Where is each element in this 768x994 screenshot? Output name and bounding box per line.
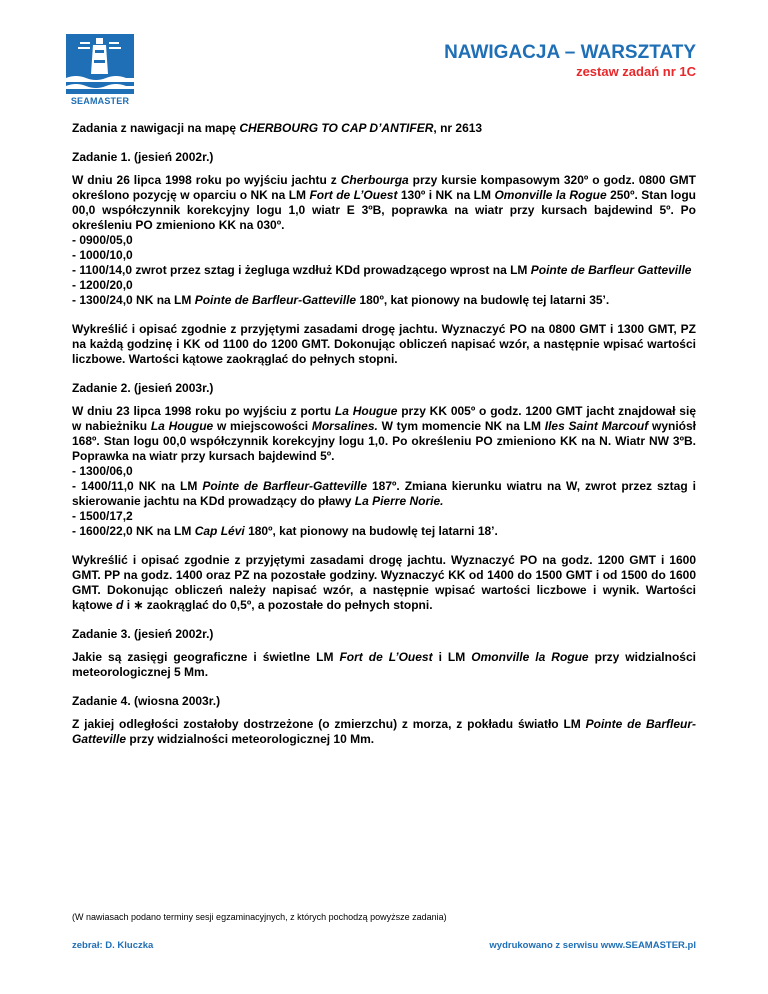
document-body	[72, 121, 696, 747]
list-item: - 1300/24,0 NK na LM Pointe de Barfleur-Gatteville 180º, kat pionowy na budowlę tej latarni 35’.	[72, 293, 610, 307]
list-item: - 1100/14,0 zwrot przez sztag i żegluga wzdłuż KDd prowadzącego wprost na LM Pointe de Barfleur Gatteville	[72, 263, 692, 277]
task1-log-list	[72, 233, 696, 308]
list-item: - 1200/20,0	[72, 278, 133, 292]
task1-title: Zadanie 1. (jesień 2002r.)	[72, 150, 214, 164]
task3-title: Zadanie 3. (jesień 2002r.)	[72, 627, 214, 641]
task4-title: Zadanie 4. (wiosna 2003r.)	[72, 694, 221, 708]
list-item: - 0900/05,0	[72, 233, 133, 247]
task2-description: W dniu 23 lipca 1998 roku po wyjściu z portu La Hougue przy KK 005º o godz. 1200 GMT jacht znajdował się w nabieżniku La Hougue w miejscowości Morsalines. W tym momencie NK na LM Iles Saint Marcouf wyniósł 168º. Stan logu 00,0 współczynnik korekcyjny logu 1,0. Po określeniu PO zmieniono KK na N. Wiatr NW 3ºB. Poprawka na wiatr przy kursach bajdewind 5º.	[72, 404, 696, 463]
page-subtitle: zestaw zadań nr 1C	[576, 64, 696, 79]
list-item: - 1300/06,0	[72, 464, 133, 478]
logo-text: SEAMASTER	[70, 96, 130, 106]
footer-note: (W nawiasach podano terminy sesji egzaminacyjnych, z których pochodzą powyższe zadania)	[72, 912, 447, 922]
footer-source: wydrukowano z serwisu www.SEAMASTER.pl	[489, 940, 696, 951]
list-item: - 1500/17,2	[72, 509, 133, 523]
list-item: - 1600/22,0 NK na LM Cap Lévi 180º, kat pionowy na budowlę tej latarni 18’.	[72, 524, 498, 538]
task2-instructions: Wykreślić i opisać zgodnie z przyjętymi zasadami drogę jachtu. Wyznaczyć PO na godz. 1200 GMT i 1600 GMT. PP na godz. 1400 oraz PZ na pozostałe godziny. Wyznaczyć KK od 1400 do 1500 GMT i od 1500 do 1600 GMT. Dokonując obliczeń należy napisać wzór, a następnie wpisać wartości liczbowe i wynik. Wartości kątowe d i ∗ zaokrąglać do 0,5º, a pozostałe do pełnych stopni.	[72, 553, 696, 612]
task2-title: Zadanie 2. (jesień 2003r.)	[72, 381, 214, 395]
page-title: NAWIGACJA – WARSZTATY	[444, 42, 696, 63]
footer-author: zebrał: D. Kluczka	[72, 940, 154, 951]
task1-description: W dniu 26 lipca 1998 roku po wyjściu jachtu z Cherbourga przy kursie kompasowym 320º o godz. 0800 GMT określono pozycję w oparciu o NK na LM Fort de L’Ouest 130º i NK na LM Omonville la Rogue 250º. Stan logu 00,0 współczynnik korekcyjny logu 1,0 wiatr E 3ºB, poprawka na wiatr przy kursach bajdewind 5º. Po określeniu PO zmieniono KK na 030º.	[72, 173, 697, 232]
list-item: - 1000/10,0	[72, 248, 133, 262]
task2-log-list	[72, 464, 696, 539]
list-item: - 1400/11,0 NK na LM Pointe de Barfleur-Gatteville 187º. Zmiana kierunku wiatru na W, zwrot przez sztag i skierowanie jachtu na KDd prowadzący do pławy La Pierre Norie.	[72, 479, 696, 508]
task3-description: Jakie są zasięgi geograficzne i świetlne LM Fort de L’Ouest i LM Omonville la Rogue przy widzialności meteorologicznej 5 Mm.	[72, 650, 696, 679]
task4-description: Z jakiej odległości zostałoby dostrzeżone (o zmierzchu) z morza, z pokładu światło LM Pointe de Barfleur-Gatteville przy widzialności meteorologicznej 10 Mm.	[72, 717, 696, 746]
task1-instructions: Wykreślić i opisać zgodnie z przyjętymi zasadami drogę jachtu. Wyznaczyć PO na 0800 GMT i 1300 GMT, PZ na każdą godzinę i KK od 1100 do 1200 GMT. Dokonując obliczeń napisać wzór, a następnie wpisać wartości liczbowe. Wartości kątowe zaokrąglać do pełnych stopni.	[72, 322, 696, 366]
intro-line: Zadania z nawigacji na mapę CHERBOURG TO CAP D’ANTIFER, nr 2613	[72, 121, 483, 135]
